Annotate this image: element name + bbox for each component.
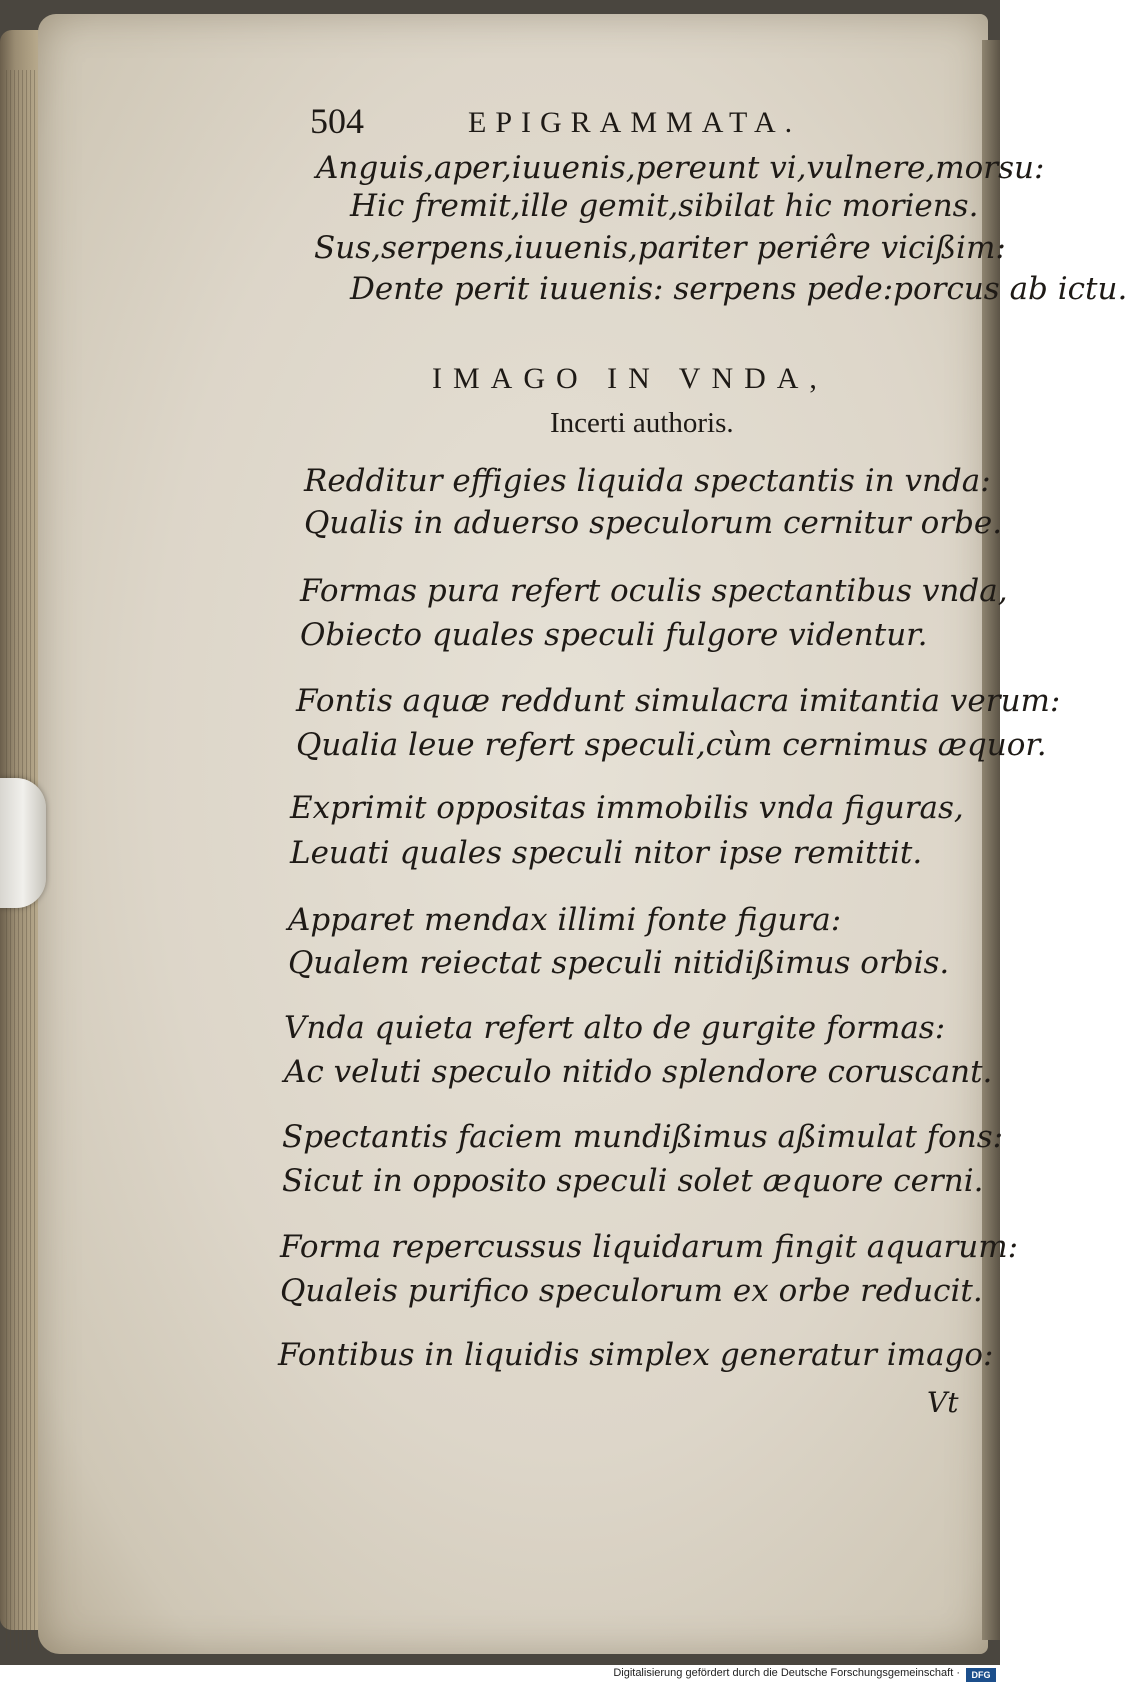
- page-clip: [0, 778, 46, 908]
- couplet-line: Qualeis purifico speculorum ex orbe reducit.: [280, 1273, 983, 1309]
- couplet-line: Apparet mendax illimi fonte figura:: [288, 902, 842, 938]
- couplet-line: Spectantis faciem mundißimus aßimulat fons:: [282, 1119, 1004, 1155]
- couplet-line: Fontis aquæ reddunt simulacra imitantia verum:: [296, 683, 1061, 719]
- couplet-line: Formas pura refert oculis spectantibus vnda,: [300, 573, 1008, 609]
- section-title: IMAGO IN VNDA,: [432, 362, 828, 395]
- footer-bar: [0, 1665, 1000, 1685]
- stanza-line: Sus,serpens,iuuenis,pariter periêre vicißim:: [314, 230, 1006, 266]
- couplet-line: Qualis in aduerso speculorum cernitur orbe.: [304, 505, 1003, 541]
- couplet-line: Qualia leue refert speculi,cùm cernimus æquor.: [296, 727, 1047, 763]
- couplet-line: Qualem reiectat speculi nitidißimus orbis.: [288, 945, 950, 981]
- couplet-line: Vnda quieta refert alto de gurgite formas:: [284, 1010, 946, 1046]
- couplet-line: Ac veluti speculo nitido splendore coruscant.: [284, 1054, 993, 1090]
- stanza-line: Hic fremit,ille gemit,sibilat hic moriens.: [350, 188, 979, 224]
- stanza-line: Anguis,aper,iuuenis,pereunt vi,vulnere,morsu:: [316, 150, 1045, 186]
- final-line: Fontibus in liquidis simplex generatur imago:: [278, 1337, 994, 1373]
- couplet-line: Redditur effigies liquida spectantis in vnda:: [304, 463, 991, 499]
- couplet-line: Exprimit oppositas immobilis vnda figuras,: [290, 790, 964, 826]
- couplet-line: Sicut in opposito speculi solet æquore cerni.: [282, 1163, 984, 1199]
- funding-credit: Digitalisierung gefördert durch die Deutsche Forschungsgemeinschaft ·: [613, 1667, 960, 1679]
- section-subtitle: Incerti authoris.: [550, 407, 734, 439]
- couplet-line: Obiecto quales speculi fulgore videntur.: [300, 617, 928, 653]
- stanza-line: Dente perit iuuenis: serpens pede:porcus ab ictu.: [350, 271, 1127, 307]
- page-number: 504: [310, 101, 364, 141]
- couplet-line: Leuati quales speculi nitor ipse remittit.: [290, 835, 923, 871]
- couplet-line: Forma repercussus liquidarum fingit aquarum:: [280, 1229, 1019, 1265]
- page-header: [310, 100, 910, 150]
- dfg-logo: DFG: [966, 1668, 996, 1682]
- running-title: EPIGRAMMATA.: [468, 106, 802, 139]
- catchword: Vt: [927, 1386, 959, 1419]
